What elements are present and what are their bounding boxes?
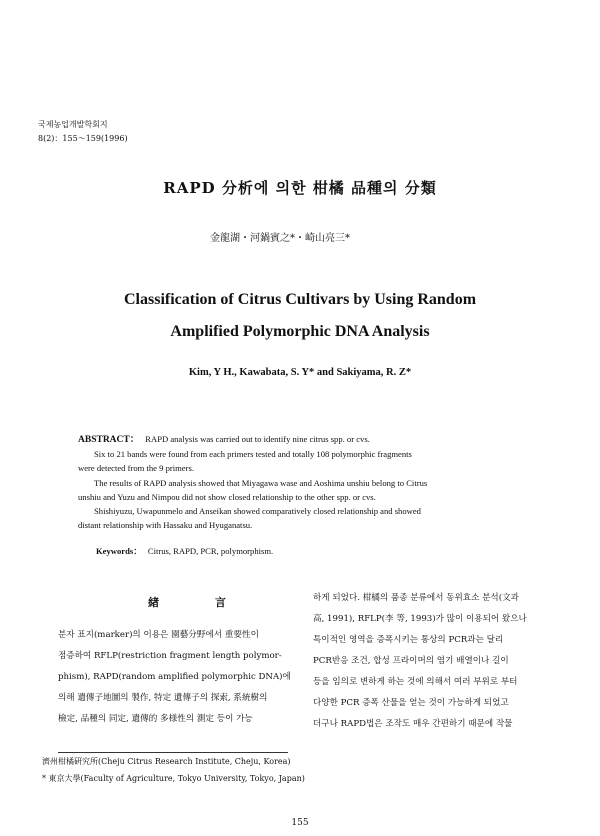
body-line: 高, 1991), RFLP(李 等, 1993)가 많이 이용되어 왔으나 bbox=[313, 614, 527, 624]
keywords-label: Keywords： bbox=[96, 546, 142, 556]
abstract-line: Six to 21 bands were found from each primers tested and totally 108 polymorphic fragments bbox=[94, 449, 412, 460]
body-line: 檢定, 品種의 同定, 遺傳的 多様性의 測定 등이 가능 bbox=[58, 714, 253, 724]
body-line: 점증하여 RFLP(restriction fragment length polymor- bbox=[58, 651, 282, 661]
title-english-line2: Amplified Polymorphic DNA Analysis bbox=[170, 323, 430, 340]
keywords-value: Citrus, RAPD, PCR, polymorphism. bbox=[147, 546, 274, 556]
title-korean: RAPD 分析에 의한 柑橘 品種의 分類 bbox=[163, 179, 437, 197]
journal-name: 국제농업개발학회지 bbox=[38, 120, 108, 129]
body-line: 더구나 RAPD법은 조작도 매우 간편하기 때문에 작물 bbox=[313, 719, 513, 729]
authors-korean: 金龍湖・河鍋賓之*・崎山亮三* bbox=[210, 233, 350, 244]
journal-citation: 8(2)：155～159(1996) bbox=[38, 134, 128, 143]
body-column-left bbox=[58, 625, 293, 730]
journal-header bbox=[38, 118, 128, 146]
abstract-line: ABSTRACT： RAPD analysis was carried out to identify nine citrus spp. or cvs. bbox=[78, 434, 370, 445]
body-line: 하게 되었다. 柑橘의 품종 분류에서 동위효소 분석(文과 bbox=[313, 593, 519, 603]
abstract-label: ABSTRACT： bbox=[78, 435, 140, 445]
body-line: 다양한 PCR 증폭 산물을 얻는 것이 가능하게 되었고 bbox=[313, 698, 509, 708]
title-english-line1: Classification of Citrus Cultivars by Using Random bbox=[123, 291, 477, 308]
body-column-right bbox=[313, 588, 553, 735]
body-line: 등을 임의로 변하게 하는 것에 의해서 여러 부위로 부터 bbox=[313, 677, 518, 687]
body-line: PCR반응 조건, 합성 프라이머의 염기 배열이나 길이 bbox=[313, 656, 509, 666]
keywords bbox=[96, 545, 273, 557]
body-line: 의해 遺傳子地圖의 製作, 特定 遺傳子의 探索, 系統樹의 bbox=[58, 693, 268, 703]
body-line: 특이적인 영역을 증폭시키는 통상의 PCR과는 달리 bbox=[313, 635, 504, 645]
abstract-line: Shishiyuzu, Uwapunmelo and Anseikan showed comparatively closed relationship and showed bbox=[94, 506, 421, 517]
authors-english: Kim, Y H., Kawabata, S. Y* and Sakiyama, R. Z* bbox=[188, 367, 412, 378]
page-number: 155 bbox=[291, 818, 309, 828]
footnote-affiliation-1: 濟州柑橘硏究所(Cheju Citrus Research Institute, Cheju, Korea) bbox=[42, 757, 291, 766]
body-line: 분자 표지(marker)의 이용은 園藝分野에서 重要性이 bbox=[58, 630, 259, 640]
footnote-divider bbox=[58, 752, 288, 753]
abstract-line: were detected from the 9 primers. bbox=[78, 463, 194, 474]
abstract-line: The results of RAPD analysis showed that Miyagawa wase and Aoshima unshiu belong to Citrus bbox=[94, 477, 428, 488]
abstract-line: distant relationship with Hassaku and Hyuganatsu. bbox=[78, 520, 253, 531]
footnote-affiliation-2: * 東京大學(Faculty of Agriculture, Tokyo University, Tokyo, Japan) bbox=[42, 774, 305, 783]
section-heading: 緖 言 bbox=[148, 596, 252, 609]
body-line: phism), RAPD(random amplified polymorphic DNA)에 bbox=[58, 672, 291, 682]
abstract bbox=[78, 432, 548, 532]
abstract-line: unshiu and Yuzu and Nimpou did not show closed relationship to the other spp. or cvs. bbox=[78, 491, 376, 502]
